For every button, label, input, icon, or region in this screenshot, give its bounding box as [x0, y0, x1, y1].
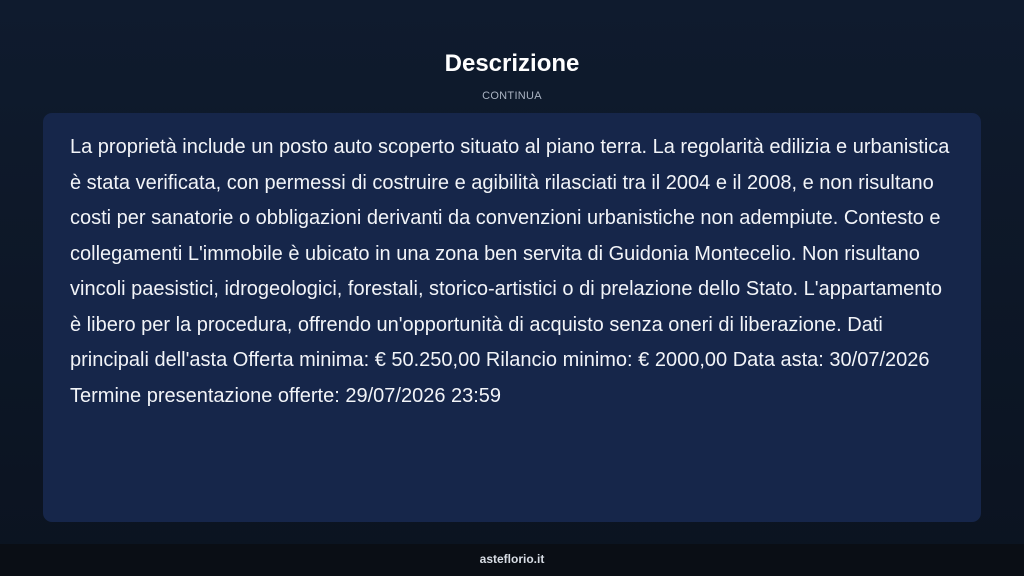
site-name: asteflorio.it [479, 552, 545, 566]
page-title: Descrizione [444, 50, 580, 77]
description-card [43, 113, 981, 522]
description-text: La proprietà include un posto auto scoperto situato al piano terra. La regolarità edilizia e urbanistica è stata verificata, con permessi di costruire e agibilità rilasciati tra il 2004 e il 2008, e non risultano costi per sanatorie o obbligazioni derivanti da convenzioni urbanistiche non adempiute. Contesto e collegamenti L'immobile è ubicato in una zona ben servita di Guidonia Montecelio. Non risultano vincoli paesistici, idrogeologici, forestali, storico-artistici o di prelazione dello Stato. L'appartamento è libero per la procedura, offrendo un'opportunità di acquisto senza oneri di liberazione. Dati principali dell'asta Offerta minima: € 50.250,00 Rilancio minimo: € 2000,00 Data asta: 30/07/2026 Termine presentazione offerte: 29/07/2026 23:59 [70, 136, 950, 407]
continue-label: CONTINUA [482, 90, 542, 102]
footer-bar [0, 544, 1024, 576]
